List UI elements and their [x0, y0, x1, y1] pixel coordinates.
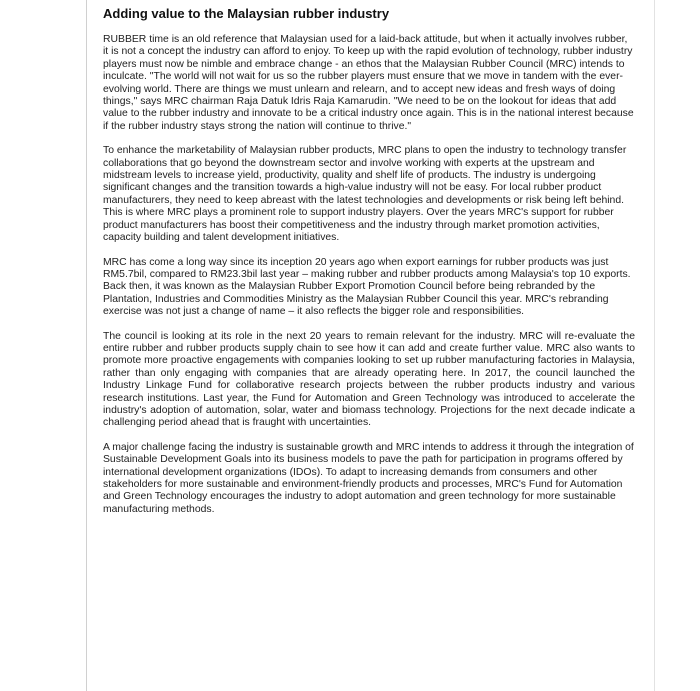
paragraph-1: RUBBER time is an old reference that Malaysian used for a laid-back attitude, but when it actually involves rubber, it is not a concept the industry can afford to enjoy. To keep up with the rapid evolution of technology, rubber industry players must now be nimble and embrace change - an ethos that the Malaysian Rubber Council (MRC) intends to inculcate. "The world will not wait for us so the rubber players must ensure that we move in tandem with the ever-evolving world. There are things we must unlearn and relearn, and to accept new ideas and fresh ways of doing things," says MRC chairman Raja Datuk Idris Raja Kamarudin. "We need to be on the lookout for ideas that add value to the rubber industry and innovate to be a critical industry once again. This is in the national interest because if the rubber industry stays strong the nation will continue to thrive." [103, 34, 634, 132]
article-title: Adding value to the Malaysian rubber industry [103, 6, 390, 21]
paragraph-2: To enhance the marketability of Malaysian rubber products, MRC plans to open the industry to technology transfer collaborations that go beyond the downstream sector and involve working with experts at the upstream and midstream levels to increase yield, productivity, quality and shelf life of products. The industry is undergoing significant changes and the transition towards a high-value industry will not be easy. For local rubber product manufacturers, they need to keep abreast with the latest technologies and developments or risk being left behind. This is where MRC plays a prominent role to support industry players. Over the years MRC's support for rubber product manufacturers has boost their competitiveness and the industry through market promotion activities, capacity building and talent development initiatives. [103, 145, 627, 244]
paragraph-3: MRC has come a long way since its inception 20 years ago when export earnings for rubber products was just RM5.7bil, compared to RM23.3bil last year – making rubber and rubber products among Malaysia's top 10 exports. Back then, it was known as the Malaysian Rubber Export Promotion Council before being rebranded by the Plantation, Industries and Commodities Ministry as the Malaysian Rubber Council this year. MRC's rebranding exercise was not just a change of name – it also reflects the bigger role and responsibilities. [103, 256, 631, 318]
paragraph-4: The council is looking at its role in the next 20 years to remain relevant for the industry. MRC will re-evaluate the entire rubber and rubber products supply chain to see how it can add and create further value. MRC also wants to promote more proactive engagements with companies looking to set up rubber manufacturing factories in Malaysia, rather than only engaging with companies that are already operating here. In 2017, the council launched the Industry Linkage Fund for collaborative research projects between the rubber products industry and various research institutions. Last year, the Fund for Automation and Green Technology was introduced to accelerate the industry's adoption of automation, solar, water and biomass technology. Projections for the next decade indicate a challenging period ahead that is fraught with uncertainties. [103, 330, 635, 429]
article-body [103, 6, 635, 528]
paragraph-5: A major challenge facing the industry is sustainable growth and MRC intends to address it through the integration of Sustainable Development Goals into its business models to pave the path for participation in programs offered by international development organizations (IDOs). To adapt to increasing demands from consumers and other stakeholders for more sustainable and environment-friendly products and processes, MRC's Fund for Automation and Green Technology encourages the industry to adopt automation and green technology for more sustainable manufacturing methods. [103, 441, 634, 515]
left-margin-line [86, 0, 87, 691]
right-margin-line [654, 0, 655, 691]
